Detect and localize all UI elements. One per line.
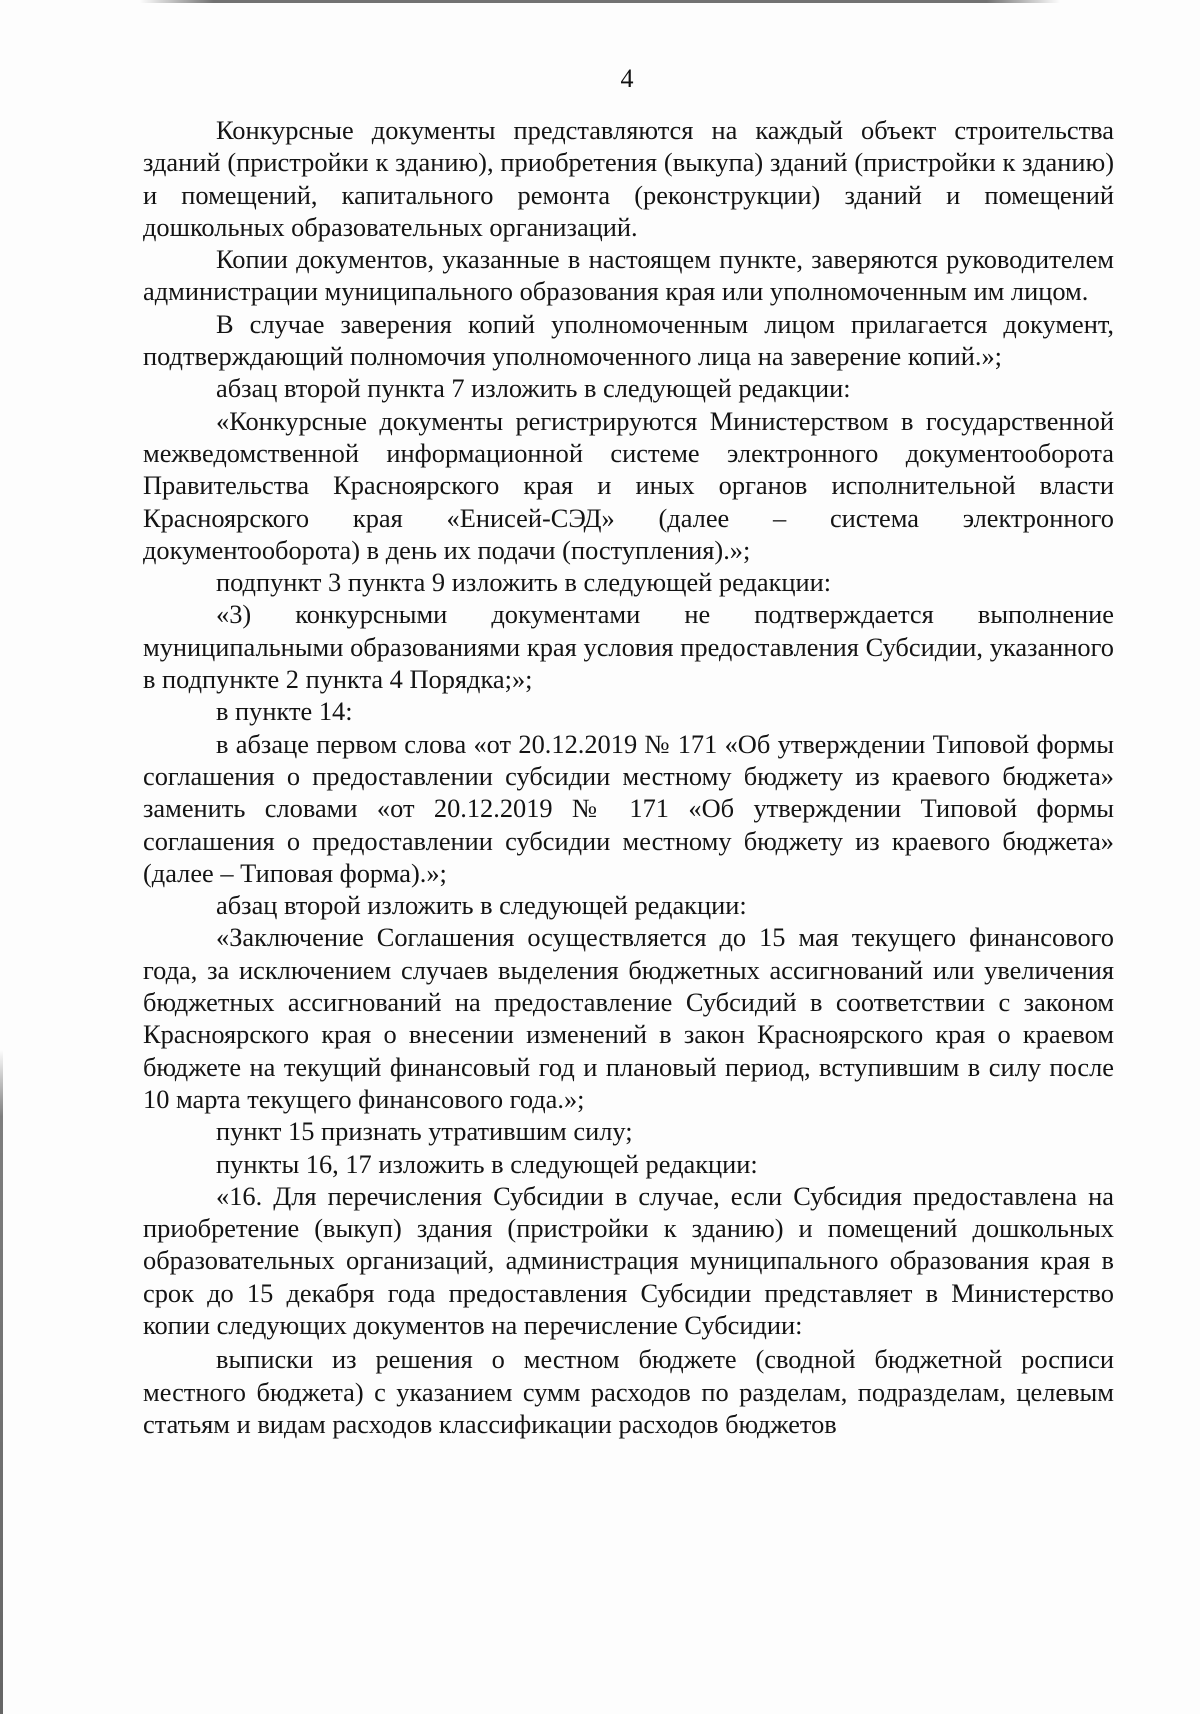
document-body [143, 114, 1114, 1440]
paragraph: «3) конкурсными документами не подтверждается выполнение муниципальными образованиями края условия предоставления Субсидии, указанного в подпункте 2 пункта 4 Порядка;»; [143, 599, 1114, 695]
paragraph: в абзаце первом слова «от 20.12.2019 № 171 «Об утверждении Типовой формы соглашения о предоставлении субсидии местному бюджету из краевого бюджета» заменить словами «от 20.12.2019 № 171 «Об утверждении Типовой формы соглашения о предоставлении субсидии местному бюджету из краевого бюджета» (далее – Типовая форма).»; [143, 728, 1114, 888]
paragraph: абзац второй пункта 7 изложить в следующей редакции: [216, 373, 851, 404]
paragraph: пункты 16, 17 изложить в следующей редакции: [216, 1148, 758, 1179]
paragraph: В случае заверения копий уполномоченным лицом прилагается документ, подтверждающий полномочия уполномоченного лица на заверение копий.»; [143, 308, 1114, 372]
paragraph: «Заключение Соглашения осуществляется до 15 мая текущего финансового года, за исключением случаев выделения бюджетных ассигнований или увеличения бюджетных ассигнований на предоставление Субсидий в соответствии с законом Красноярского края о внесении изменений в закон Красноярского края о краевом бюджете на текущий финансовый год и плановый период, вступившим в силу после 10 марта текущего финансового года.»; [143, 922, 1114, 1114]
scan-edge-top [140, 0, 1060, 3]
paragraph: «16. Для перечисления Субсидии в случае, если Субсидия предоставлена на приобретение (выкуп) здания (пристройки к зданию) и помещений дошкольных образовательных организаций, администрация муниципального образования края в срок до 15 декабря года предоставления Субсидии представляет в Министерство копии следующих документов на перечисление Субсидии: [143, 1180, 1114, 1340]
paragraph: Конкурсные документы представляются на каждый объект строительства зданий (пристройки к зданию), приобретения (выкупа) зданий (пристройки к зданию) и помещений, капитального ремонта (реконструкции) зданий и помещений дошкольных образовательных организаций. [143, 115, 1114, 242]
page-number: 4 [620, 64, 634, 93]
paragraph: в пункте 14: [216, 696, 353, 727]
scan-edge-left [0, 1050, 3, 1714]
paragraph: «Конкурсные документы регистрируются Министерством в государственной межведомственной информационной системе электронного документооборота Правительства Красноярского края и иных органов исполнительной власти Красноярского края «Енисей-СЭД» (далее – система электронного документооборота) в день их подачи (поступления).»; [143, 405, 1114, 565]
paragraph: подпункт 3 пункта 9 изложить в следующей редакции: [216, 567, 832, 598]
paragraph: абзац второй изложить в следующей редакции: [216, 890, 747, 921]
paragraph: пункт 15 признать утратившим силу; [216, 1116, 633, 1147]
paragraph: выписки из решения о местном бюджете (сводной бюджетной росписи местного бюджета) с указанием сумм расходов по разделам, подразделам, целевым статьям и видам расходов классификации расходов бюджетов [143, 1344, 1114, 1439]
paragraph: Копии документов, указанные в настоящем пункте, заверяются руководителем администрации муниципального образования края или уполномоченным им лицом. [143, 244, 1114, 307]
